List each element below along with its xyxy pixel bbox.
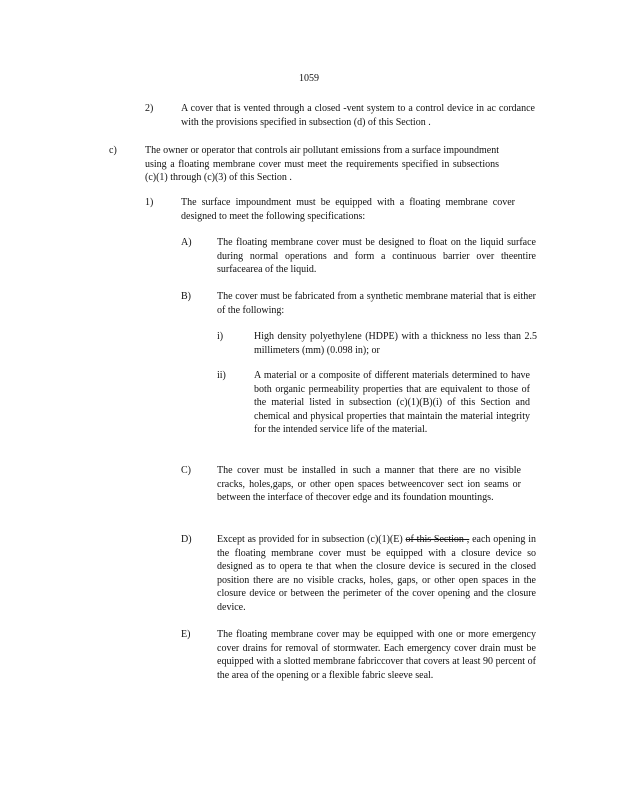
item-text: High density polyethylene (HDPE) with a thickness no less than 2.5 millimeters (mm) (0.098 in); or	[254, 331, 537, 356]
item-text-part: each opening in the floating membrane cover must be equipped with a closure device so designed as to opera te that when the closure device is secured in the closed position there are no visible cracks, holes, gaps, or other open spaces in the closure device or between the perimeter of the cover opening and the closure device.	[217, 534, 537, 613]
item-label: C)	[181, 465, 191, 476]
item-label: A)	[181, 237, 192, 248]
item-label: ii)	[217, 370, 226, 381]
item-label: 1)	[145, 197, 154, 208]
item-label: B)	[181, 291, 191, 302]
item-label: c)	[109, 145, 117, 156]
struck-text: of this Section ,	[405, 534, 470, 545]
item-label: E)	[181, 629, 191, 640]
item-text: A cover that is vented through a closed -vent system to a control device in ac cordance with the provisions specified in subsection (d) of this Section .	[181, 103, 535, 128]
item-text: The floating membrane cover may be equipped with one or more emergency cover drains for removal of stormwater. Each emergency cover drain must be equipped with a slotted membrane fabriccover that covers at least 90 percent of the area of the opening or a flexible fabric sleeve seal.	[217, 629, 536, 681]
page-number: 1059	[299, 73, 319, 84]
item-label: D)	[181, 534, 192, 545]
item-text: The cover must be fabricated from a synthetic membrane material that is either of the following:	[217, 291, 536, 316]
item-label: 2)	[145, 103, 154, 114]
item-text-part: Except as provided for in subsection (c)(1)(E)	[217, 534, 406, 545]
item-text	[217, 533, 536, 615]
item-label: i)	[217, 331, 224, 342]
item-text: The surface impoundment must be equipped with a floating membrane cover designed to meet the following specifications:	[181, 197, 515, 222]
item-text: The owner or operator that controls air pollutant emissions from a surface impoundment using a floating membrane cover must meet the requirements specified in subsections (c)(1) through (c)(3) of this Section .	[145, 145, 499, 184]
item-text: A material or a composite of different materials determined to have both organic permeability properties that are equivalent to those of the material listed in subsection (c)(1)(B)(i) of this Section and chemical and physical properties that maintain the material integrity for the intended service life of the material.	[254, 370, 530, 436]
item-text: The cover must be installed in such a manner that there are no visible cracks, holes,gaps, or other open spaces betweencover sect ion seams or between the interface of thecover edge and its foundation mountings.	[217, 465, 521, 504]
item-text: The floating membrane cover must be designed to float on the liquid surface during normal operations and form a continuous barrier over theentire surfacearea of the liquid.	[217, 237, 536, 276]
